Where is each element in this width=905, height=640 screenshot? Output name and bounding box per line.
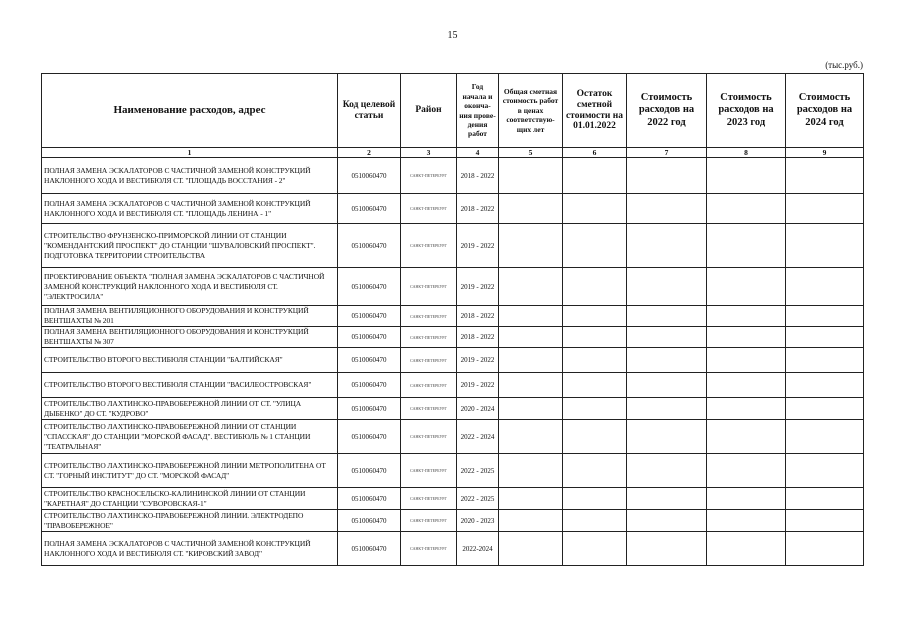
row-cell-2023 <box>707 420 786 454</box>
row-cell-2024 <box>786 348 864 373</box>
row-period: 2022 - 2024 <box>457 420 499 454</box>
row-cell-2022 <box>627 488 707 510</box>
table-row <box>42 306 864 327</box>
header-remaining: Остаток сметной стоимости на 01.01.2022 <box>563 74 627 148</box>
row-period: 2018 - 2022 <box>457 327 499 348</box>
row-district: САНКТ-ПЕТЕРБУРГ <box>401 488 457 510</box>
row-cell-2023 <box>707 327 786 348</box>
row-district: САНКТ-ПЕТЕРБУРГ <box>401 268 457 306</box>
row-cell-estimate <box>499 306 563 327</box>
table-row <box>42 348 864 373</box>
row-cell-2022 <box>627 510 707 532</box>
table-row <box>42 510 864 532</box>
row-cell-estimate <box>499 373 563 398</box>
row-name: СТРОИТЕЛЬСТВО ВТОРОГО ВЕСТИБЮЛЯ СТАНЦИИ "БАЛТИЙСКАЯ" <box>42 348 338 373</box>
row-cell-2024 <box>786 373 864 398</box>
row-cell-2024 <box>786 224 864 268</box>
row-district: САНКТ-ПЕТЕРБУРГ <box>401 454 457 488</box>
row-name: СТРОИТЕЛЬСТВО ЛАХТИНСКО-ПРАВОБЕРЕЖНОЙ ЛИНИИ МЕТРОПОЛИТЕНА ОТ СТ. "ГОРНЫЙ ИНСТИТУТ" ДО СТ. "МОРСКОЙ ФАСАД" <box>42 454 338 488</box>
row-cell-2024 <box>786 420 864 454</box>
row-name: ПОЛНАЯ ЗАМЕНА ВЕНТИЛЯЦИОННОГО ОБОРУДОВАНИЯ И КОНСТРУКЦИЙ ВЕНТШАХТЫ № 201 <box>42 306 338 327</box>
column-number: 8 <box>707 148 786 158</box>
header-cost-2023: Стоимость расходов на 2023 год <box>707 74 786 148</box>
row-name: ПОЛНАЯ ЗАМЕНА ЭСКАЛАТОРОВ С ЧАСТИЧНОЙ ЗАМЕНОЙ КОНСТРУКЦИЙ НАКЛОННОГО ХОДА И ВЕСТИБЮЛЯ СТ. "ПЛОЩАДЬ ЛЕНИНА - 1" <box>42 194 338 224</box>
row-cell-2022 <box>627 306 707 327</box>
row-period: 2022 - 2025 <box>457 488 499 510</box>
row-cell-estimate <box>499 224 563 268</box>
budget-table <box>41 73 864 566</box>
table-row <box>42 194 864 224</box>
row-cell-2024 <box>786 510 864 532</box>
row-cell-estimate <box>499 398 563 420</box>
header-district: Район <box>401 74 457 148</box>
column-number: 4 <box>457 148 499 158</box>
row-cell-remaining <box>563 532 627 566</box>
row-cell-2024 <box>786 454 864 488</box>
column-number: 5 <box>499 148 563 158</box>
column-number: 2 <box>338 148 401 158</box>
row-name: ПОЛНАЯ ЗАМЕНА ЭСКАЛАТОРОВ С ЧАСТИЧНОЙ ЗАМЕНОЙ КОНСТРУКЦИЙ НАКЛОННОГО ХОДА И ВЕСТИБЮЛЯ СТ. "ПЛОЩАДЬ ВОССТАНИЯ - 2" <box>42 158 338 194</box>
row-cell-2024 <box>786 306 864 327</box>
row-code: 0510060470 <box>338 158 401 194</box>
row-district: САНКТ-ПЕТЕРБУРГ <box>401 398 457 420</box>
row-code: 0510060470 <box>338 454 401 488</box>
row-cell-2023 <box>707 306 786 327</box>
row-cell-2024 <box>786 268 864 306</box>
row-name: СТРОИТЕЛЬСТВО ВТОРОГО ВЕСТИБЮЛЯ СТАНЦИИ "ВАСИЛЕОСТРОВСКАЯ" <box>42 373 338 398</box>
row-cell-2022 <box>627 194 707 224</box>
row-name: ПРОЕКТИРОВАНИЕ ОБЪЕКТА "ПОЛНАЯ ЗАМЕНА ЭСКАЛАТОРОВ С ЧАСТИЧНОЙ ЗАМЕНОЙ КОНСТРУКЦИЙ НАКЛОННОГО ХОДА И ВЕСТИБЮЛЯ СТ. "ЭЛЕКТРОСИЛА" <box>42 268 338 306</box>
row-cell-2022 <box>627 224 707 268</box>
row-code: 0510060470 <box>338 327 401 348</box>
row-cell-estimate <box>499 268 563 306</box>
row-cell-2023 <box>707 398 786 420</box>
row-cell-2022 <box>627 420 707 454</box>
header-period: Год начала и оконча-ния прове-дения работ <box>457 74 499 148</box>
table-row <box>42 224 864 268</box>
table-row <box>42 454 864 488</box>
table-row <box>42 488 864 510</box>
row-cell-2023 <box>707 373 786 398</box>
header-name: Наименование расходов, адрес <box>42 74 338 148</box>
row-cell-estimate <box>499 510 563 532</box>
row-district: САНКТ-ПЕТЕРБУРГ <box>401 194 457 224</box>
table-row <box>42 420 864 454</box>
row-cell-2022 <box>627 158 707 194</box>
row-name: СТРОИТЕЛЬСТВО ЛАХТИНСКО-ПРАВОБЕРЕЖНОЙ ЛИНИИ ОТ СТ. "УЛИЦА ДЫБЕНКО" ДО СТ. "КУДРОВО" <box>42 398 338 420</box>
row-district: САНКТ-ПЕТЕРБУРГ <box>401 306 457 327</box>
row-period: 2022-2024 <box>457 532 499 566</box>
column-number: 1 <box>42 148 338 158</box>
row-cell-2022 <box>627 373 707 398</box>
row-code: 0510060470 <box>338 488 401 510</box>
row-code: 0510060470 <box>338 532 401 566</box>
row-cell-2023 <box>707 488 786 510</box>
row-district: САНКТ-ПЕТЕРБУРГ <box>401 224 457 268</box>
row-name: СТРОИТЕЛЬСТВО ЛАХТИНСКО-ПРАВОБЕРЕЖНОЙ ЛИНИИ ОТ СТАНЦИИ "СПАССКАЯ" ДО СТАНЦИИ "МОРСКОЙ ФАСАД". ВЕСТИБЮЛЬ № 1 СТАНЦИИ "ТЕАТРАЛЬНАЯ" <box>42 420 338 454</box>
header-cost-2024: Стоимость расходов на 2024 год <box>786 74 864 148</box>
row-district: САНКТ-ПЕТЕРБУРГ <box>401 420 457 454</box>
row-code: 0510060470 <box>338 306 401 327</box>
row-cell-remaining <box>563 306 627 327</box>
row-period: 2019 - 2022 <box>457 224 499 268</box>
row-name: ПОЛНАЯ ЗАМЕНА ВЕНТИЛЯЦИОННОГО ОБОРУДОВАНИЯ И КОНСТРУКЦИЙ ВЕНТШАХТЫ № 307 <box>42 327 338 348</box>
row-name: СТРОИТЕЛЬСТВО КРАСНОСЕЛЬСКО-КАЛИНИНСКОЙ ЛИНИИ ОТ СТАНЦИИ "КАРЕТНАЯ" ДО СТАНЦИИ "СУВОРОВСКАЯ-1" <box>42 488 338 510</box>
row-cell-2022 <box>627 268 707 306</box>
header-row <box>42 74 864 148</box>
row-name: ПОЛНАЯ ЗАМЕНА ЭСКАЛАТОРОВ С ЧАСТИЧНОЙ ЗАМЕНОЙ КОНСТРУКЦИЙ НАКЛОННОГО ХОДА И ВЕСТИБЮЛЯ СТ. "КИРОВСКИЙ ЗАВОД" <box>42 532 338 566</box>
row-cell-2022 <box>627 532 707 566</box>
table-row <box>42 327 864 348</box>
header-estimate: Общая сметная стоимость работ в ценах соответствую-щих лет <box>499 74 563 148</box>
row-cell-2023 <box>707 510 786 532</box>
header-cost-2022: Стоимость расходов на 2022 год <box>627 74 707 148</box>
row-code: 0510060470 <box>338 224 401 268</box>
row-code: 0510060470 <box>338 268 401 306</box>
row-cell-2024 <box>786 488 864 510</box>
row-cell-2023 <box>707 454 786 488</box>
table-row <box>42 532 864 566</box>
column-number: 9 <box>786 148 864 158</box>
row-cell-remaining <box>563 268 627 306</box>
row-period: 2018 - 2022 <box>457 158 499 194</box>
row-period: 2019 - 2022 <box>457 373 499 398</box>
row-code: 0510060470 <box>338 510 401 532</box>
row-period: 2020 - 2023 <box>457 510 499 532</box>
row-cell-estimate <box>499 420 563 454</box>
row-district: САНКТ-ПЕТЕРБУРГ <box>401 510 457 532</box>
row-cell-2024 <box>786 398 864 420</box>
row-cell-estimate <box>499 532 563 566</box>
row-cell-remaining <box>563 488 627 510</box>
row-cell-remaining <box>563 373 627 398</box>
row-cell-2022 <box>627 454 707 488</box>
row-cell-estimate <box>499 488 563 510</box>
row-cell-remaining <box>563 158 627 194</box>
row-district: САНКТ-ПЕТЕРБУРГ <box>401 327 457 348</box>
row-cell-2023 <box>707 268 786 306</box>
row-code: 0510060470 <box>338 420 401 454</box>
row-cell-2023 <box>707 532 786 566</box>
row-code: 0510060470 <box>338 348 401 373</box>
row-district: САНКТ-ПЕТЕРБУРГ <box>401 532 457 566</box>
row-district: САНКТ-ПЕТЕРБУРГ <box>401 158 457 194</box>
table-row <box>42 398 864 420</box>
row-cell-2022 <box>627 327 707 348</box>
row-period: 2020 - 2024 <box>457 398 499 420</box>
column-number: 3 <box>401 148 457 158</box>
row-cell-2022 <box>627 348 707 373</box>
row-name: СТРОИТЕЛЬСТВО ЛАХТИНСКО-ПРАВОБЕРЕЖНОЙ ЛИНИИ. ЭЛЕКТРОДЕПО "ПРАВОБЕРЕЖНОЕ" <box>42 510 338 532</box>
row-cell-2023 <box>707 224 786 268</box>
row-cell-remaining <box>563 420 627 454</box>
row-period: 2019 - 2022 <box>457 348 499 373</box>
column-number: 7 <box>627 148 707 158</box>
row-cell-2022 <box>627 398 707 420</box>
table-row <box>42 268 864 306</box>
row-period: 2019 - 2022 <box>457 268 499 306</box>
row-period: 2018 - 2022 <box>457 194 499 224</box>
header-code: Код целевой статьи <box>338 74 401 148</box>
row-cell-remaining <box>563 398 627 420</box>
row-cell-remaining <box>563 224 627 268</box>
row-cell-estimate <box>499 194 563 224</box>
row-cell-remaining <box>563 348 627 373</box>
row-name: СТРОИТЕЛЬСТВО ФРУНЗЕНСКО-ПРИМОРСКОЙ ЛИНИИ ОТ СТАНЦИИ "КОМЕНДАНТСКИЙ ПРОСПЕКТ" ДО СТАНЦИИ "ШУВАЛОВСКИЙ ПРОСПЕКТ". ПОДГОТОВКА ТЕРРИТОРИИ СТРОИТЕЛЬСТВА <box>42 224 338 268</box>
column-number: 6 <box>563 148 627 158</box>
row-cell-remaining <box>563 510 627 532</box>
row-cell-2024 <box>786 327 864 348</box>
column-number-row <box>42 148 864 158</box>
row-cell-2023 <box>707 348 786 373</box>
table-row <box>42 158 864 194</box>
row-code: 0510060470 <box>338 398 401 420</box>
row-cell-remaining <box>563 194 627 224</box>
row-code: 0510060470 <box>338 194 401 224</box>
row-period: 2018 - 2022 <box>457 306 499 327</box>
row-district: САНКТ-ПЕТЕРБУРГ <box>401 348 457 373</box>
row-cell-estimate <box>499 348 563 373</box>
page-number: 15 <box>447 30 458 41</box>
row-cell-estimate <box>499 327 563 348</box>
row-cell-remaining <box>563 454 627 488</box>
row-cell-remaining <box>563 327 627 348</box>
row-cell-2023 <box>707 158 786 194</box>
row-cell-estimate <box>499 454 563 488</box>
units-label: (тыс.руб.) <box>825 60 863 70</box>
table-row <box>42 373 864 398</box>
row-period: 2022 - 2025 <box>457 454 499 488</box>
row-cell-estimate <box>499 158 563 194</box>
row-cell-2024 <box>786 532 864 566</box>
row-district: САНКТ-ПЕТЕРБУРГ <box>401 373 457 398</box>
row-cell-2024 <box>786 158 864 194</box>
row-code: 0510060470 <box>338 373 401 398</box>
row-cell-2023 <box>707 194 786 224</box>
row-cell-2024 <box>786 194 864 224</box>
